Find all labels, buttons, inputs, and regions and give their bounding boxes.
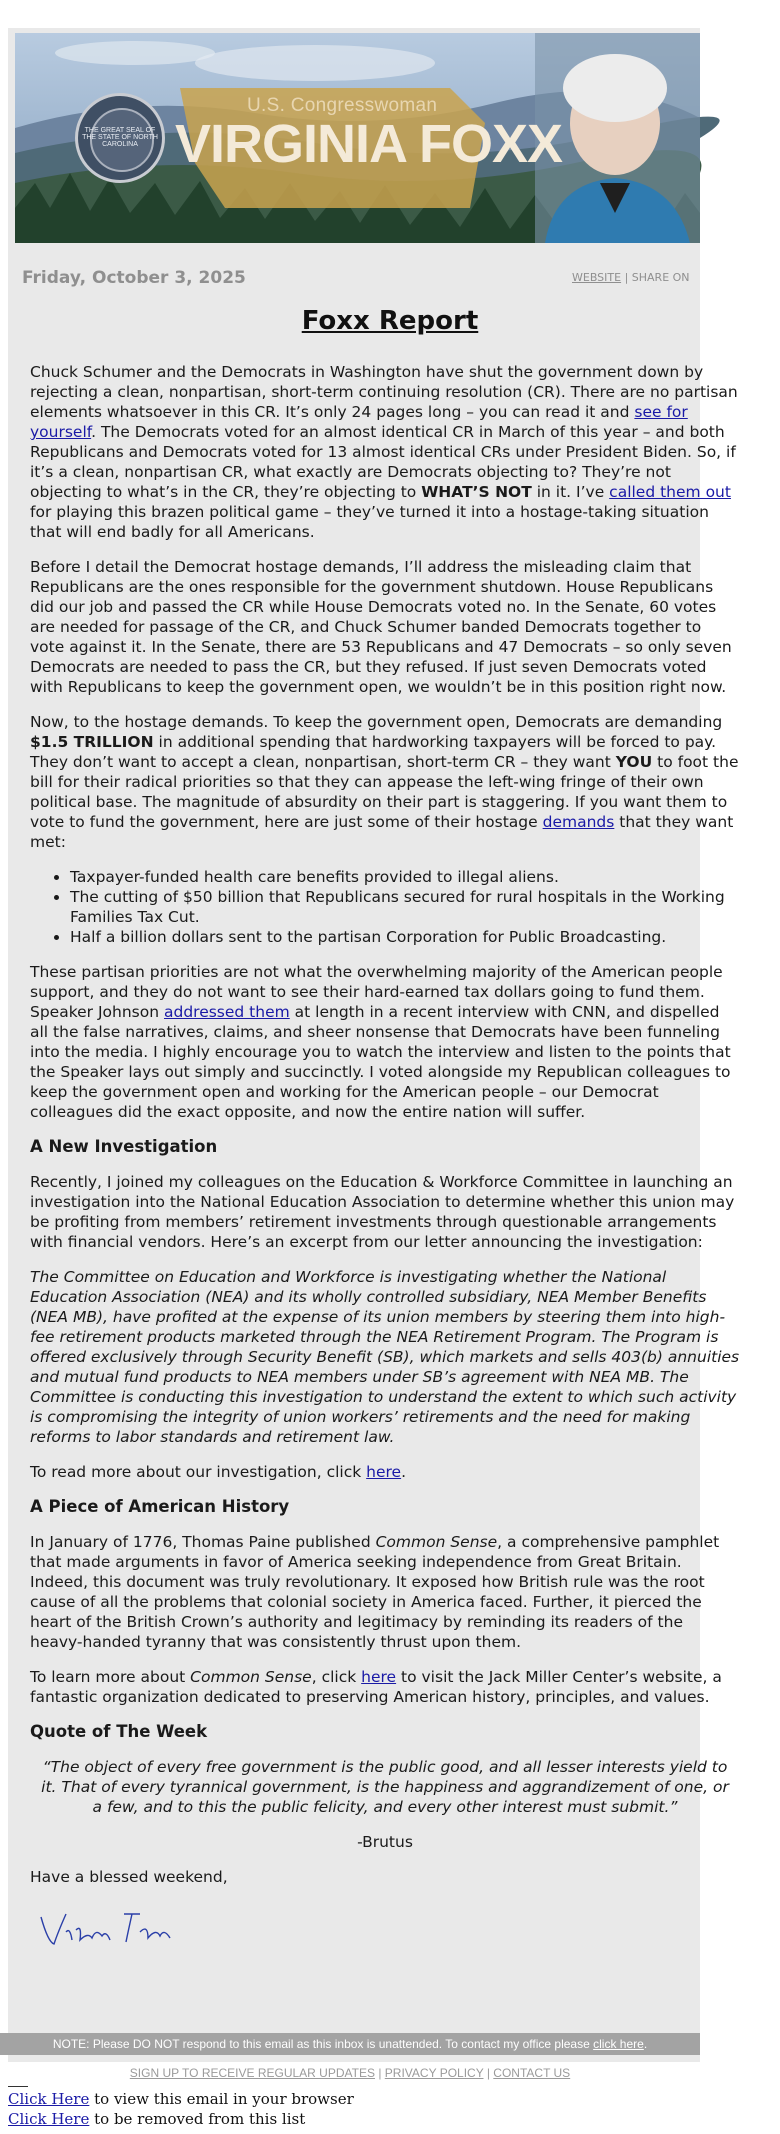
history-paragraph: In January of 1776, Thomas Paine published Common Sense, a comprehensive pamphlet that made arguments in favor of America seeking independence from Great Britain. Indeed, this document was truly revolutionary. It exposed how British rule was the root cause of all the problems that colonial society in America faced. Further, it pierced the heart of the British Crown’s authority and legitimacy by reminding its readers of the heavy-handed tyranny that was consistently thrust upon them.	[30, 1533, 720, 1651]
investigation-paragraph: Recently, I joined my colleagues on the Education & Workforce Committee in launching an investigation into the National Education Association to determine whether this union may be profiting from members’ retirement investments through questionable arrangements with financial vendors. Here’s an excerpt from our letter announcing the investigation:	[30, 1173, 735, 1251]
newsletter-body	[30, 362, 740, 1957]
footer-note-bar: NOTE: Please DO NOT respond to this email as this inbox is unattended. To contact my office please click here.	[0, 2033, 700, 2055]
contact-us-link[interactable]: CONTACT US	[493, 2066, 571, 2080]
view-in-browser-line: Click Here to view this email in your browser	[8, 2090, 354, 2108]
signature-graphic	[36, 1902, 176, 1952]
issue-date: Friday, October 3, 2025	[22, 268, 246, 288]
called-them-out-link[interactable]: called them out	[609, 483, 731, 501]
footer-divider	[8, 2086, 28, 2087]
signature-image	[36, 1902, 740, 1957]
privacy-policy-link[interactable]: PRIVACY POLICY	[384, 2066, 484, 2080]
demands-paragraph: Now, to the hostage demands. To keep the government open, Democrats are demanding $1.5 TRILLION in additional spending that hardworking taxpayers will be forced to pay. They don’t want to accept a clean, nonpartisan, short-term CR – they want YOU to foot the bill for their radical priorities so that they can appease the left-wing fringe of their own political base. The magnitude of absurdity on their part is staggering. If you want them to vote to fund the government, here are just some of their hostage demands that they want met:	[30, 713, 739, 851]
demands-link[interactable]: demands	[542, 813, 615, 831]
history-learn-more: To learn more about Common Sense, click here to visit the Jack Miller Center’s website, a fantastic organization dedicated to preserving American history, principles, and values.	[30, 1668, 722, 1706]
footer-links: SIGN UP TO RECEIVE REGULAR UPDATES | PRIVACY POLICY | CONTACT US	[129, 2066, 571, 2080]
investigation-here-link[interactable]: here	[366, 1463, 402, 1481]
list-item: • The cutting of $50 billion that Republicans secured for rural hospitals in the Working Families Tax Cut.	[70, 887, 740, 927]
shutdown-paragraph: Before I detail the Democrat hostage demands, I’ll address the misleading claim that Republicans are the ones responsible for the government shutdown. House Republicans did our job and passed the CR while House Democrats voted no. In the Senate, 60 votes are needed for passage of the CR, and Chuck Schumer banded Democrats together to vote against it. In the Senate, there are 53 Republicans and 47 Democrats – so only seven Democrats are needed to pass the CR, but they refused. If just seven Democrats voted with Republicans to keep the government open, we wouldn’t be in this position right now.	[30, 558, 732, 696]
history-here-link[interactable]: here	[361, 1668, 397, 1686]
list-item: • Half a billion dollars sent to the partisan Corporation for Public Broadcasting.	[70, 927, 740, 947]
priorities-paragraph: These partisan priorities are not what the overwhelming majority of the American people support, and they do not want to see their hard-earned tax dollars going to fund them. Speaker Johnson addressed them at length in a recent interview with CNN, and dispelled all the false narratives, claims, and sheer nonsense that Democrats have been funneling into the media. I highly encourage you to watch the interview and listen to the points that the Speaker lays out simply and succinctly. I voted alongside my Republican colleagues to keep the government open and working for the American people – our Democrat colleagues did the exact opposite, and now the entire nation will suffer.	[30, 963, 731, 1121]
nc-state-seal-icon: THE GREAT SEAL OF THE STATE OF NORTH CAROLINA	[75, 93, 165, 183]
signup-link[interactable]: SIGN UP TO RECEIVE REGULAR UPDATES	[129, 2066, 375, 2080]
unsubscribe-link[interactable]: Click Here	[8, 2110, 90, 2128]
website-link[interactable]: WEBSITE	[572, 271, 622, 284]
quote-text: “The object of every free government is the public good, and all lesser interests yield to it. That of every tyrannical government, is the happiness and aggrandizement of one, or a few, and to this the public felicity, and every other interest must submit.”	[41, 1758, 729, 1816]
banner-subtitle: U.S. Congresswoman	[247, 95, 438, 116]
contact-office-link[interactable]: click here	[593, 2037, 644, 2051]
newsletter-title: Foxx Report	[301, 306, 479, 336]
top-links-separator: |	[621, 271, 632, 284]
header-banner	[15, 33, 700, 243]
quote-attribution: -Brutus	[357, 1833, 413, 1851]
list-item: • Taxpayer-funded health care benefits provided to illegal aliens.	[70, 867, 740, 887]
intro-paragraph: Chuck Schumer and the Democrats in Washington have shut the government down by rejecting a clean, nonpartisan, short-term continuing resolution (CR). There are no partisan elements whatsoever in this CR. It’s only 24 pages long – you can read it and see for yourself. The Democrats voted for an almost identical CR in March of this year – and both Republicans and Democrats voted for 13 almost identical CRs under President Biden. So, if it’s a clean, nonpartisan CR, what exactly are Democrats objecting to? They’re not objecting to what’s in the CR, they’re objecting to WHAT’S NOT in it. I’ve called them out for playing this brazen political game – they’ve turned it into a hostage-taking situation that will end badly for all Americans.	[30, 363, 738, 541]
investigation-heading: A New Investigation	[30, 1137, 218, 1156]
unsubscribe-line: Click Here to be removed from this list	[8, 2110, 306, 2128]
demands-list	[30, 867, 740, 947]
investigation-excerpt: The Committee on Education and Workforce is investigating whether the National Education Association (NEA) and its wholly controlled subsidiary, NEA Member Benefits (NEA MB), have profited at the expense of its union members by steering them into high-fee retirement products marketed through the NEA Retirement Program. The Program is offered exclusively through Security Benefit (SB), which markets and sells 403(b) annuities and mutual fund products to NEA members under SB’s agreement with NEA MB. The Committee is conducting this investigation to understand the extent to which such activity is compromising the integrity of union workers’ retirements and the need for making reforms to labor standards and retirement law.	[30, 1268, 740, 1446]
sign-off: Have a blessed weekend,	[30, 1868, 228, 1886]
see-for-yourself-link[interactable]: see for yourself	[30, 403, 688, 441]
view-in-browser-link[interactable]: Click Here	[8, 2090, 90, 2108]
banner-name: VIRGINIA FOXX	[175, 114, 563, 174]
share-label[interactable]: SHARE ON	[631, 271, 690, 284]
addressed-them-link[interactable]: addressed them	[163, 1003, 290, 1021]
investigation-read-more: To read more about our investigation, click here.	[30, 1463, 407, 1481]
history-heading: A Piece of American History	[30, 1497, 290, 1516]
top-links	[572, 271, 690, 284]
quote-heading: Quote of The Week	[30, 1722, 208, 1741]
